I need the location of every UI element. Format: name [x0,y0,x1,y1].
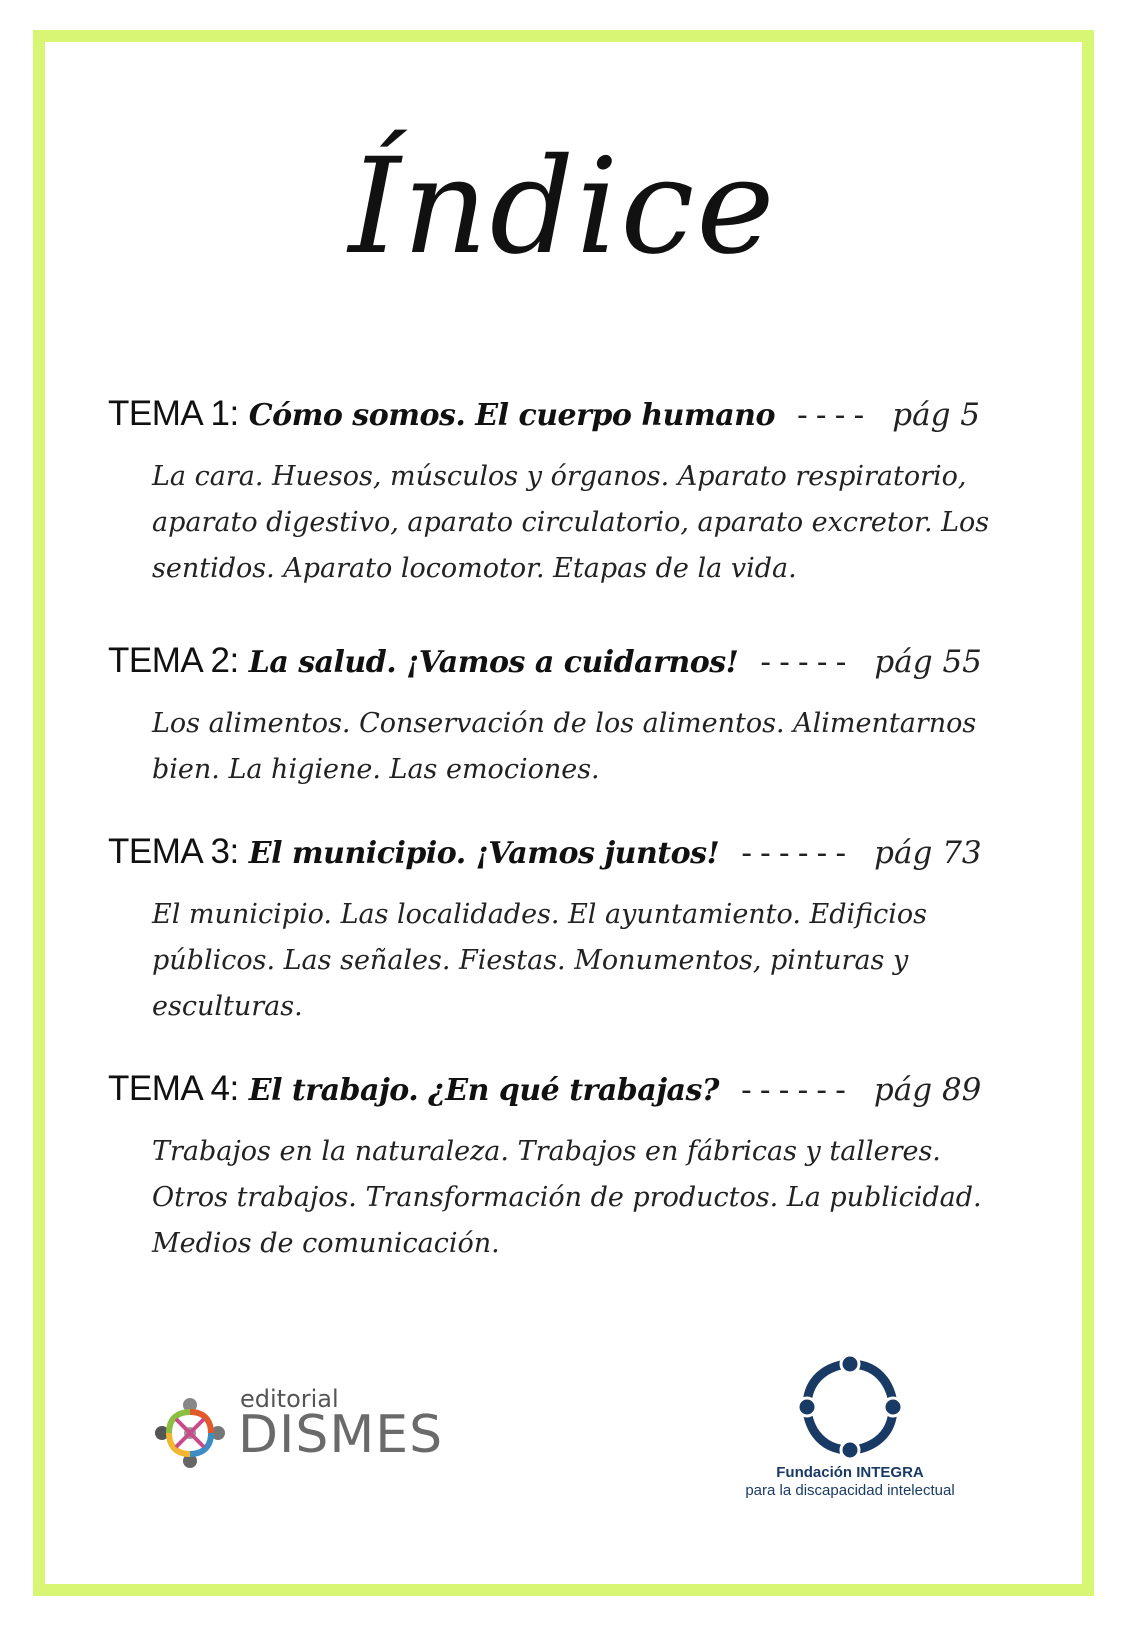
integra-tagline: para la discapacidad intelectual [745,1482,955,1499]
page-title: Índice [348,130,777,284]
page-number: pág 73 [874,835,982,871]
toc-heading [108,394,1028,442]
toc-section-4 [108,1069,1028,1267]
dismes-big-text: DISMES [238,1405,444,1465]
leader-dashes: ---- [796,398,873,433]
tema-description: Trabajos en la naturaleza. Trabajos en fábricas y talleres. Otros trabajos. Transformación de productos. La publicidad. Medios de comunicación. [152,1136,982,1259]
page-number: pág 55 [874,644,982,680]
toc-section-2 [108,641,1028,793]
fundacion-integra-logo [730,1352,970,1502]
tema-description: Los alimentos. Conservación de los alimentos. Alimentarnos bien. La higiene. Las emociones. [152,708,977,785]
integra-emblem-icon [795,1352,905,1462]
leader-dashes: ------ [740,1073,854,1108]
toc-section-1 [108,394,1028,592]
leader-dashes: ----- [760,645,855,680]
page-number: pág 89 [873,1072,982,1108]
dismes-small-text: editorial [240,1385,339,1413]
dismes-emblem-icon [150,1393,230,1473]
tema-description: El municipio. Las localidades. El ayuntamiento. Edificios públicos. Las señales. Fiestas. Monumentos, pinturas y esculturas. [152,899,927,1022]
tema-title: La salud. ¡Vamos a cuidarnos! [248,645,739,680]
toc-heading [108,641,1028,689]
leader-dashes: ------ [741,836,855,871]
toc-section-3 [108,832,1028,1030]
tema-title: El trabajo. ¿En qué trabajas? [248,1073,719,1108]
tema-label: TEMA 3: [108,832,239,871]
tema-label: TEMA 1: [108,394,239,433]
page-number: pág 5 [892,397,981,433]
dismes-logo [150,1385,444,1475]
tema-label: TEMA 4: [108,1069,239,1108]
integra-name: Fundación INTEGRA [776,1464,924,1481]
tema-title: Cómo somos. El cuerpo humano [248,398,775,433]
toc-heading [108,832,1028,880]
tema-title: El municipio. ¡Vamos juntos! [248,836,720,871]
tema-label: TEMA 2: [108,641,239,680]
tema-description: La cara. Huesos, músculos y órganos. Aparato respiratorio, aparato digestivo, aparato circulatorio, aparato excretor. Los sentidos. Aparato locomotor. Etapas de la vida. [152,461,990,584]
toc-heading [108,1069,1028,1117]
